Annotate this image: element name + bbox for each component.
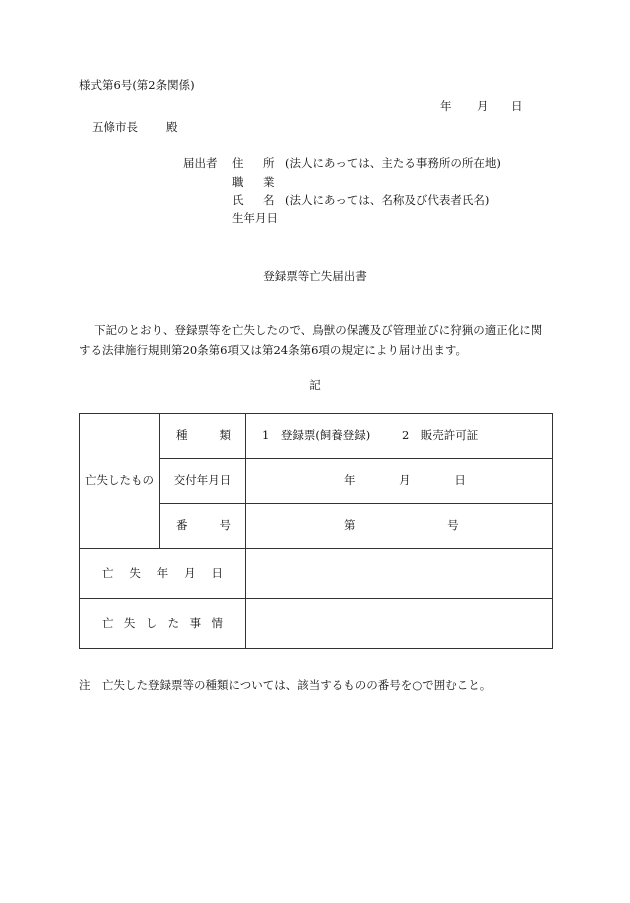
lost-date-char: 失 <box>129 565 141 580</box>
circumstances-char: 失 <box>123 615 136 630</box>
document-title: 登録票等亡失届出書 <box>263 269 367 283</box>
number-value-cell[interactable] <box>246 504 553 549</box>
address-label-a: 住 <box>232 156 244 170</box>
address-note: (法人にあっては、主たる事務所の所在地) <box>285 156 501 170</box>
occupation-label-b: 業 <box>263 175 275 189</box>
form-number: 様式第6号(第2条関係) <box>79 78 195 92</box>
body-text-line-1: 下記のとおり、登録票等を亡失したので、鳥獣の保護及び管理並びに狩猟の適正化に関 <box>94 323 543 337</box>
date-day-label: 日 <box>511 99 523 113</box>
circumstances-char: 亡 <box>102 615 114 630</box>
circumstances-char: 情 <box>211 615 223 630</box>
birthdate-label: 生年月日 <box>232 211 278 225</box>
number-prefix: 第 <box>344 518 356 533</box>
lost-item-label: 亡失したもの <box>80 414 160 549</box>
kind-option-1[interactable]: 1 登録票(飼養登録) <box>262 428 371 443</box>
lost-date-char: 年 <box>156 565 169 580</box>
kind-label-b: 類 <box>219 428 231 443</box>
body-text-line-2: する法律施行規則第20条第6項又は第24条第6項の規定により届け出ます。 <box>79 343 467 357</box>
lost-date-char: 月 <box>184 565 196 580</box>
kind-label-cell <box>160 414 246 459</box>
circumstances-char: た <box>167 615 180 630</box>
address-label-b: 所 <box>263 156 275 170</box>
number-label-cell <box>160 504 246 549</box>
issue-date-value-cell[interactable] <box>246 459 553 504</box>
occupation-label-a: 職 <box>232 175 244 189</box>
issue-day-label: 日 <box>454 473 466 488</box>
addressee-honorific: 殿 <box>166 120 178 134</box>
ki-label: 記 <box>309 378 321 392</box>
date-year-label: 年 <box>440 99 452 113</box>
circumstances-char: し <box>145 615 158 630</box>
footnote: 注 亡失した登録票等の種類については、該当するものの番号を○で囲むこと。 <box>79 678 492 692</box>
issue-year-label: 年 <box>344 473 356 488</box>
date-month-label: 月 <box>477 99 489 113</box>
lost-date-label-cell <box>80 549 246 599</box>
kind-value-cell[interactable] <box>246 414 553 459</box>
addressee-name: 五條市長 <box>92 120 138 134</box>
lost-date-value-cell[interactable] <box>246 549 553 599</box>
name-label-b: 名 <box>263 193 275 207</box>
lost-date-char: 亡 <box>102 565 114 580</box>
name-note: (法人にあっては、名称及び代表者氏名) <box>285 193 490 207</box>
notifier-label: 届出者 <box>183 156 218 170</box>
circumstances-value-cell[interactable] <box>246 599 553 649</box>
kind-label-a: 種 <box>176 428 188 443</box>
lost-date-char: 日 <box>211 565 223 580</box>
number-label-a: 番 <box>176 518 188 533</box>
number-label-b: 号 <box>219 518 231 533</box>
issue-date-label: 交付年月日 <box>160 459 246 504</box>
number-suffix: 号 <box>447 518 459 533</box>
issue-month-label: 月 <box>399 473 411 488</box>
kind-option-2[interactable]: 2 販売許可証 <box>401 428 479 443</box>
lost-items-table <box>79 413 553 649</box>
circumstances-char: 事 <box>189 615 202 630</box>
name-label-a: 氏 <box>232 193 244 207</box>
circumstances-label-cell <box>80 599 246 649</box>
